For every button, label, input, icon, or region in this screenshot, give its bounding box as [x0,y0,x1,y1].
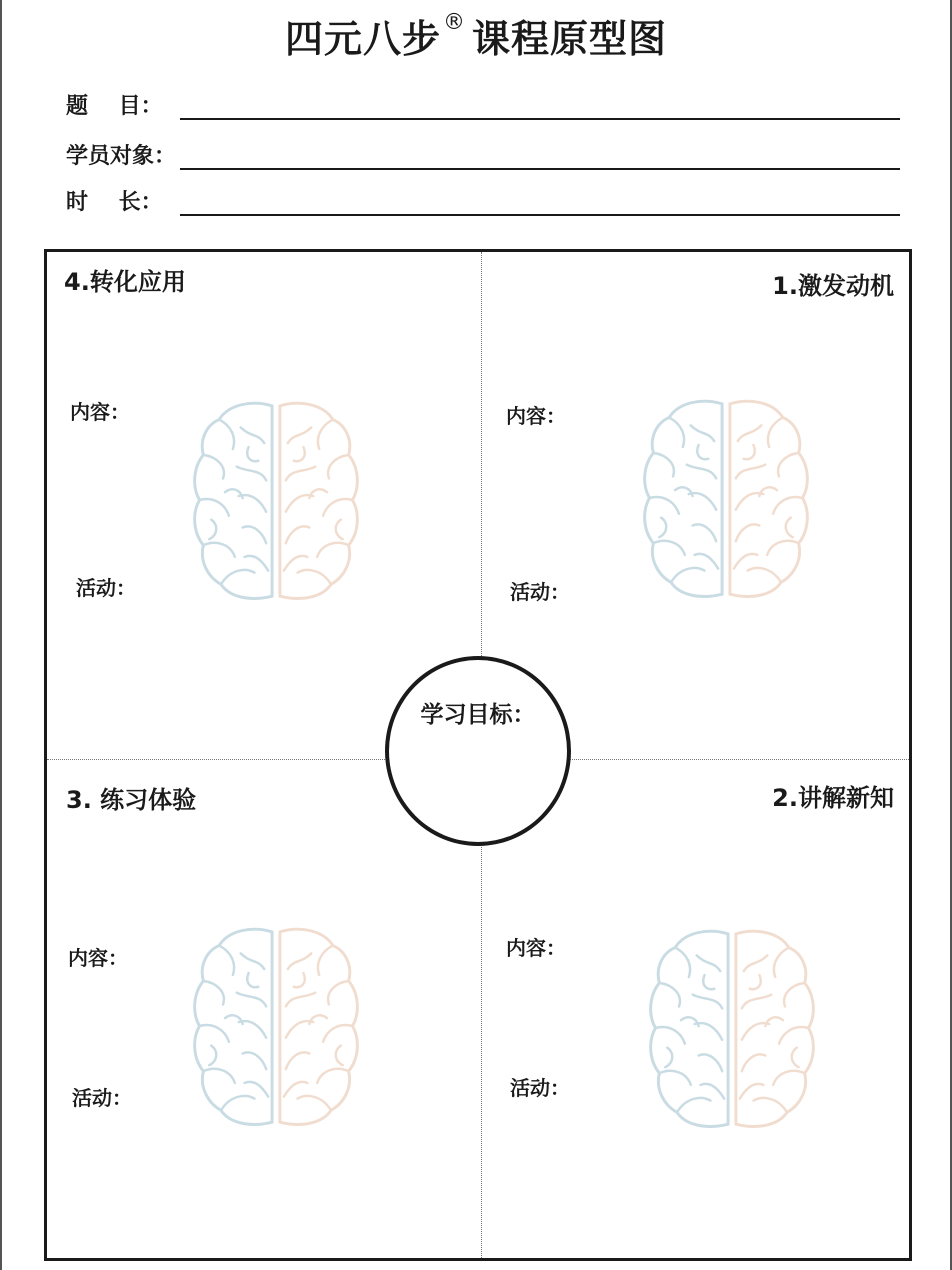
explain-content-label: 内容： [506,936,566,960]
explain-activity-label: 活动： [510,1076,570,1100]
quadrant-title-motivate: 1.激发动机 [772,272,894,300]
topic-field[interactable] [66,90,900,120]
topic-input-line[interactable] [180,118,900,120]
brain-icon [644,926,820,1132]
brain-icon [638,396,814,602]
duration-field[interactable] [66,186,900,216]
title-main: 四元八步 [284,17,441,61]
duration-input-line[interactable] [180,214,900,216]
duration-label: 时 长： [66,190,163,215]
learning-goal-circle[interactable] [385,656,571,846]
registered-mark: ® [443,10,466,35]
brain-icon [188,398,364,604]
practice-content-label: 内容： [68,946,128,970]
quadrant-title-explain: 2.讲解新知 [772,784,894,812]
quadrant-title-apply: 4.转化应用 [64,268,186,296]
audience-input-line[interactable] [180,168,900,170]
audience-label: 学员对象： [66,144,177,169]
audience-field[interactable] [66,140,900,170]
quadrant-title-practice: 3. 练习体验 [66,786,197,814]
practice-activity-label: 活动： [72,1086,132,1110]
apply-activity-label: 活动： [76,576,136,600]
apply-content-label: 内容： [70,400,130,424]
brain-icon [188,924,364,1130]
motivate-content-label: 内容： [506,404,566,428]
title-sub: 课程原型图 [472,17,668,61]
learning-goal-label: 学习目标： [420,702,536,728]
topic-label: 题 目： [66,94,163,119]
page-border-left [0,0,2,1270]
motivate-activity-label: 活动： [510,580,570,604]
page-title [0,8,952,63]
